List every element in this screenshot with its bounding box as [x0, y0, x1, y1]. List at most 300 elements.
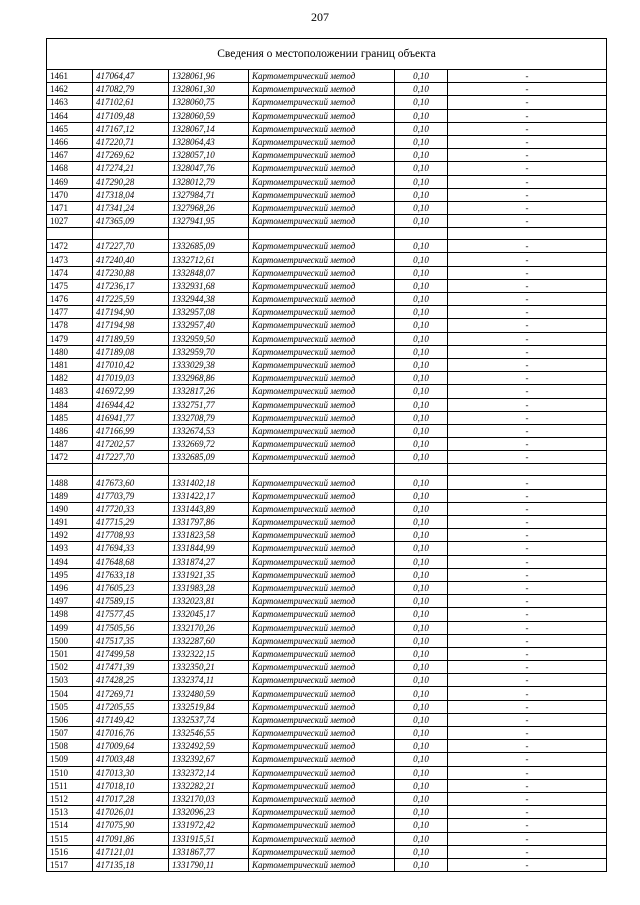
point-number: 1498	[47, 608, 93, 621]
point-number: 1482	[47, 372, 93, 385]
method-cell: Картометрический метод	[249, 372, 395, 385]
note-cell: -	[448, 122, 607, 135]
method-cell: Картометрический метод	[249, 819, 395, 832]
point-number: 1509	[47, 753, 93, 766]
note-cell: -	[448, 266, 607, 279]
coord-y: 1331921,35	[169, 568, 249, 581]
coord-y: 1332322,15	[169, 647, 249, 660]
coord-x: 417290,28	[93, 175, 169, 188]
point-number: 1493	[47, 542, 93, 555]
point-number: 1475	[47, 279, 93, 292]
note-cell: -	[448, 832, 607, 845]
coord-x: 417428,25	[93, 674, 169, 687]
table-row	[47, 608, 607, 621]
table-row	[47, 845, 607, 858]
table-row	[47, 332, 607, 345]
precision-cell: 0,10	[395, 70, 448, 83]
note-cell: -	[448, 700, 607, 713]
method-cell: Картометрический метод	[249, 70, 395, 83]
note-cell: -	[448, 319, 607, 332]
coord-y: 1327968,26	[169, 201, 249, 214]
note-cell: -	[448, 621, 607, 634]
coord-y: 1332751,77	[169, 398, 249, 411]
precision-cell: 0,10	[395, 727, 448, 740]
table-row	[47, 398, 607, 411]
point-number: 1500	[47, 634, 93, 647]
coord-x: 417274,21	[93, 162, 169, 175]
method-cell: Картометрический метод	[249, 201, 395, 214]
precision-cell: 0,10	[395, 293, 448, 306]
group-separator-row	[47, 464, 607, 476]
coord-y: 1328060,59	[169, 109, 249, 122]
coord-x: 417009,64	[93, 740, 169, 753]
method-cell: Картометрический метод	[249, 753, 395, 766]
method-cell: Картометрический метод	[249, 634, 395, 647]
method-cell: Картометрический метод	[249, 502, 395, 515]
table-row	[47, 555, 607, 568]
table-row	[47, 661, 607, 674]
note-cell: -	[448, 502, 607, 515]
coord-y: 1332282,21	[169, 779, 249, 792]
table-row	[47, 451, 607, 464]
coord-x: 417109,48	[93, 109, 169, 122]
table-row	[47, 188, 607, 201]
point-number: 1495	[47, 568, 93, 581]
empty-cell	[169, 464, 249, 476]
note-cell: -	[448, 215, 607, 228]
note-cell: -	[448, 806, 607, 819]
note-cell: -	[448, 516, 607, 529]
table-row	[47, 149, 607, 162]
empty-cell	[395, 228, 448, 240]
note-cell: -	[448, 162, 607, 175]
coord-x: 417227,70	[93, 451, 169, 464]
precision-cell: 0,10	[395, 634, 448, 647]
precision-cell: 0,10	[395, 489, 448, 502]
point-number: 1479	[47, 332, 93, 345]
coord-y: 1331844,99	[169, 542, 249, 555]
note-cell: -	[448, 581, 607, 594]
coord-y: 1331790,11	[169, 858, 249, 871]
precision-cell: 0,10	[395, 779, 448, 792]
precision-cell: 0,10	[395, 372, 448, 385]
coord-y: 1327984,71	[169, 188, 249, 201]
method-cell: Картометрический метод	[249, 188, 395, 201]
point-number: 1487	[47, 438, 93, 451]
table-row	[47, 438, 607, 451]
coord-y: 1331867,77	[169, 845, 249, 858]
point-number: 1508	[47, 740, 93, 753]
method-cell: Картометрический метод	[249, 451, 395, 464]
method-cell: Картометрический метод	[249, 858, 395, 871]
note-cell: -	[448, 489, 607, 502]
precision-cell: 0,10	[395, 149, 448, 162]
coord-x: 417220,71	[93, 135, 169, 148]
note-cell: -	[448, 438, 607, 451]
point-number: 1484	[47, 398, 93, 411]
method-cell: Картометрический метод	[249, 424, 395, 437]
precision-cell: 0,10	[395, 595, 448, 608]
precision-cell: 0,10	[395, 516, 448, 529]
note-cell: -	[448, 792, 607, 805]
precision-cell: 0,10	[395, 385, 448, 398]
point-number: 1480	[47, 345, 93, 358]
note-cell: -	[448, 713, 607, 726]
method-cell: Картометрический метод	[249, 674, 395, 687]
coord-x: 417202,57	[93, 438, 169, 451]
coord-y: 1332519,84	[169, 700, 249, 713]
coord-x: 417102,61	[93, 96, 169, 109]
point-number: 1514	[47, 819, 93, 832]
table-row	[47, 740, 607, 753]
coord-x: 417589,15	[93, 595, 169, 608]
method-cell: Картометрический метод	[249, 266, 395, 279]
method-cell: Картометрический метод	[249, 83, 395, 96]
coord-y: 1331422,17	[169, 489, 249, 502]
method-cell: Картометрический метод	[249, 581, 395, 594]
table-row	[47, 819, 607, 832]
method-cell: Картометрический метод	[249, 555, 395, 568]
precision-cell: 0,10	[395, 608, 448, 621]
coord-x: 417075,90	[93, 819, 169, 832]
point-number: 1488	[47, 476, 93, 489]
method-cell: Картометрический метод	[249, 149, 395, 162]
coord-x: 417499,58	[93, 647, 169, 660]
method-cell: Картометрический метод	[249, 253, 395, 266]
precision-cell: 0,10	[395, 279, 448, 292]
note-cell: -	[448, 345, 607, 358]
coord-x: 417365,09	[93, 215, 169, 228]
table-title-row	[47, 39, 607, 70]
precision-cell: 0,10	[395, 451, 448, 464]
precision-cell: 0,10	[395, 792, 448, 805]
table-row	[47, 135, 607, 148]
empty-cell	[47, 228, 93, 240]
point-number: 1485	[47, 411, 93, 424]
coord-x: 417227,70	[93, 240, 169, 253]
precision-cell: 0,10	[395, 411, 448, 424]
coord-x: 417135,18	[93, 858, 169, 871]
coord-y: 1331402,18	[169, 476, 249, 489]
coord-x: 417703,79	[93, 489, 169, 502]
point-number: 1506	[47, 713, 93, 726]
coord-y: 1332096,23	[169, 806, 249, 819]
point-number: 1472	[47, 240, 93, 253]
method-cell: Картометрический метод	[249, 806, 395, 819]
coord-x: 417230,88	[93, 266, 169, 279]
point-number: 1494	[47, 555, 93, 568]
method-cell: Картометрический метод	[249, 215, 395, 228]
coord-x: 417082,79	[93, 83, 169, 96]
coord-y: 1333029,38	[169, 358, 249, 371]
table-row	[47, 806, 607, 819]
precision-cell: 0,10	[395, 858, 448, 871]
method-cell: Картометрический метод	[249, 332, 395, 345]
coord-y: 1328060,75	[169, 96, 249, 109]
coord-y: 1328061,96	[169, 70, 249, 83]
coord-x: 417269,71	[93, 687, 169, 700]
note-cell: -	[448, 96, 607, 109]
point-number: 1492	[47, 529, 93, 542]
coord-x: 417225,59	[93, 293, 169, 306]
precision-cell: 0,10	[395, 96, 448, 109]
coord-y: 1332170,03	[169, 792, 249, 805]
table-row	[47, 372, 607, 385]
method-cell: Картометрический метод	[249, 358, 395, 371]
precision-cell: 0,10	[395, 753, 448, 766]
note-cell: -	[448, 306, 607, 319]
point-number: 1497	[47, 595, 93, 608]
coord-y: 1332685,09	[169, 451, 249, 464]
point-number: 1481	[47, 358, 93, 371]
method-cell: Картометрический метод	[249, 516, 395, 529]
coord-x: 417715,29	[93, 516, 169, 529]
coord-y: 1332708,79	[169, 411, 249, 424]
coord-y: 1332817,26	[169, 385, 249, 398]
coord-x: 417017,28	[93, 792, 169, 805]
point-number: 1462	[47, 83, 93, 96]
point-number: 1483	[47, 385, 93, 398]
method-cell: Картометрический метод	[249, 779, 395, 792]
note-cell: -	[448, 372, 607, 385]
coord-y: 1332848,07	[169, 266, 249, 279]
coord-y: 1332712,61	[169, 253, 249, 266]
note-cell: -	[448, 398, 607, 411]
coord-x: 416941,77	[93, 411, 169, 424]
coord-y: 1328057,10	[169, 149, 249, 162]
table-row	[47, 700, 607, 713]
precision-cell: 0,10	[395, 175, 448, 188]
coord-x: 417694,33	[93, 542, 169, 555]
coord-y: 1332931,68	[169, 279, 249, 292]
precision-cell: 0,10	[395, 542, 448, 555]
point-number: 1473	[47, 253, 93, 266]
coord-y: 1332350,21	[169, 661, 249, 674]
empty-cell	[395, 464, 448, 476]
coord-x: 417194,90	[93, 306, 169, 319]
empty-cell	[448, 228, 607, 240]
note-cell: -	[448, 253, 607, 266]
coord-y: 1332480,59	[169, 687, 249, 700]
precision-cell: 0,10	[395, 819, 448, 832]
table-row	[47, 319, 607, 332]
table-title: Сведения о местоположении границ объекта	[47, 39, 607, 70]
boundary-table	[46, 38, 607, 872]
method-cell: Картометрический метод	[249, 293, 395, 306]
coord-x: 417189,08	[93, 345, 169, 358]
empty-cell	[169, 228, 249, 240]
note-cell: -	[448, 149, 607, 162]
method-cell: Картометрический метод	[249, 175, 395, 188]
table-row	[47, 687, 607, 700]
table-row	[47, 358, 607, 371]
table-row	[47, 832, 607, 845]
table-row	[47, 201, 607, 214]
point-number: 1466	[47, 135, 93, 148]
coord-x: 417064,47	[93, 70, 169, 83]
note-cell: -	[448, 819, 607, 832]
coord-y: 1332287,60	[169, 634, 249, 647]
note-cell: -	[448, 568, 607, 581]
coord-x: 417240,40	[93, 253, 169, 266]
method-cell: Картометрический метод	[249, 621, 395, 634]
coord-y: 1331983,28	[169, 581, 249, 594]
precision-cell: 0,10	[395, 424, 448, 437]
coord-y: 1328047,76	[169, 162, 249, 175]
method-cell: Картометрический метод	[249, 109, 395, 122]
method-cell: Картометрический метод	[249, 529, 395, 542]
point-number: 1489	[47, 489, 93, 502]
coord-y: 1332957,40	[169, 319, 249, 332]
note-cell: -	[448, 411, 607, 424]
coord-y: 1332492,59	[169, 740, 249, 753]
note-cell: -	[448, 740, 607, 753]
method-cell: Картометрический метод	[249, 489, 395, 502]
precision-cell: 0,10	[395, 266, 448, 279]
coord-y: 1332045,17	[169, 608, 249, 621]
coord-x: 417577,45	[93, 608, 169, 621]
point-number: 1486	[47, 424, 93, 437]
precision-cell: 0,10	[395, 806, 448, 819]
coord-y: 1331443,89	[169, 502, 249, 515]
coord-y: 1332944,38	[169, 293, 249, 306]
precision-cell: 0,10	[395, 332, 448, 345]
precision-cell: 0,10	[395, 529, 448, 542]
method-cell: Картометрический метод	[249, 122, 395, 135]
method-cell: Картометрический метод	[249, 766, 395, 779]
point-number: 1463	[47, 96, 93, 109]
table-row	[47, 96, 607, 109]
coord-x: 417517,35	[93, 634, 169, 647]
point-number: 1490	[47, 502, 93, 515]
point-number: 1502	[47, 661, 93, 674]
note-cell: -	[448, 529, 607, 542]
coord-x: 417194,98	[93, 319, 169, 332]
table-row	[47, 70, 607, 83]
table-row	[47, 581, 607, 594]
method-cell: Картометрический метод	[249, 542, 395, 555]
method-cell: Картометрический метод	[249, 608, 395, 621]
coord-x: 417167,12	[93, 122, 169, 135]
method-cell: Картометрический метод	[249, 661, 395, 674]
table-row	[47, 713, 607, 726]
coord-x: 417269,62	[93, 149, 169, 162]
point-number: 1471	[47, 201, 93, 214]
precision-cell: 0,10	[395, 83, 448, 96]
point-number: 1504	[47, 687, 93, 700]
point-number: 1503	[47, 674, 93, 687]
coord-y: 1332546,55	[169, 727, 249, 740]
coord-x: 417013,30	[93, 766, 169, 779]
coord-y: 1328061,30	[169, 83, 249, 96]
point-number: 1468	[47, 162, 93, 175]
method-cell: Картометрический метод	[249, 845, 395, 858]
table-row	[47, 345, 607, 358]
table-row	[47, 122, 607, 135]
method-cell: Картометрический метод	[249, 687, 395, 700]
precision-cell: 0,10	[395, 555, 448, 568]
coord-x: 417720,33	[93, 502, 169, 515]
precision-cell: 0,10	[395, 306, 448, 319]
coord-x: 417091,86	[93, 832, 169, 845]
note-cell: -	[448, 279, 607, 292]
precision-cell: 0,10	[395, 162, 448, 175]
table-row	[47, 621, 607, 634]
table-row	[47, 502, 607, 515]
note-cell: -	[448, 779, 607, 792]
method-cell: Картометрический метод	[249, 306, 395, 319]
method-cell: Картометрический метод	[249, 438, 395, 451]
note-cell: -	[448, 608, 607, 621]
note-cell: -	[448, 358, 607, 371]
coord-y: 1331972,42	[169, 819, 249, 832]
point-number: 1470	[47, 188, 93, 201]
table-row	[47, 215, 607, 228]
coord-x: 417633,18	[93, 568, 169, 581]
coord-y: 1332170,26	[169, 621, 249, 634]
method-cell: Картометрический метод	[249, 279, 395, 292]
precision-cell: 0,10	[395, 215, 448, 228]
method-cell: Картометрический метод	[249, 96, 395, 109]
coord-y: 1332959,70	[169, 345, 249, 358]
note-cell: -	[448, 687, 607, 700]
coord-y: 1331915,51	[169, 832, 249, 845]
coord-x: 417341,24	[93, 201, 169, 214]
table-row	[47, 529, 607, 542]
coord-y: 1332374,11	[169, 674, 249, 687]
coord-y: 1332968,86	[169, 372, 249, 385]
table-row	[47, 766, 607, 779]
note-cell: -	[448, 845, 607, 858]
empty-cell	[249, 464, 395, 476]
precision-cell: 0,10	[395, 700, 448, 713]
point-number: 1510	[47, 766, 93, 779]
coord-y: 1328064,43	[169, 135, 249, 148]
note-cell: -	[448, 109, 607, 122]
point-number: 1516	[47, 845, 93, 858]
method-cell: Картометрический метод	[249, 162, 395, 175]
point-number: 1499	[47, 621, 93, 634]
coord-y: 1328012,79	[169, 175, 249, 188]
point-number: 1512	[47, 792, 93, 805]
point-number: 1511	[47, 779, 93, 792]
note-cell: -	[448, 766, 607, 779]
coord-x: 416972,99	[93, 385, 169, 398]
precision-cell: 0,10	[395, 135, 448, 148]
method-cell: Картометрический метод	[249, 319, 395, 332]
point-number: 1505	[47, 700, 93, 713]
coord-x: 417010,42	[93, 358, 169, 371]
coord-x: 417708,93	[93, 529, 169, 542]
table-row	[47, 476, 607, 489]
precision-cell: 0,10	[395, 621, 448, 634]
precision-cell: 0,10	[395, 687, 448, 700]
table-row	[47, 516, 607, 529]
coord-y: 1332685,09	[169, 240, 249, 253]
empty-cell	[249, 228, 395, 240]
note-cell: -	[448, 674, 607, 687]
method-cell: Картометрический метод	[249, 713, 395, 726]
table-row	[47, 279, 607, 292]
note-cell: -	[448, 332, 607, 345]
method-cell: Картометрический метод	[249, 647, 395, 660]
coord-x: 417121,01	[93, 845, 169, 858]
precision-cell: 0,10	[395, 109, 448, 122]
precision-cell: 0,10	[395, 845, 448, 858]
note-cell: -	[448, 555, 607, 568]
table-row	[47, 542, 607, 555]
point-number: 1472	[47, 451, 93, 464]
